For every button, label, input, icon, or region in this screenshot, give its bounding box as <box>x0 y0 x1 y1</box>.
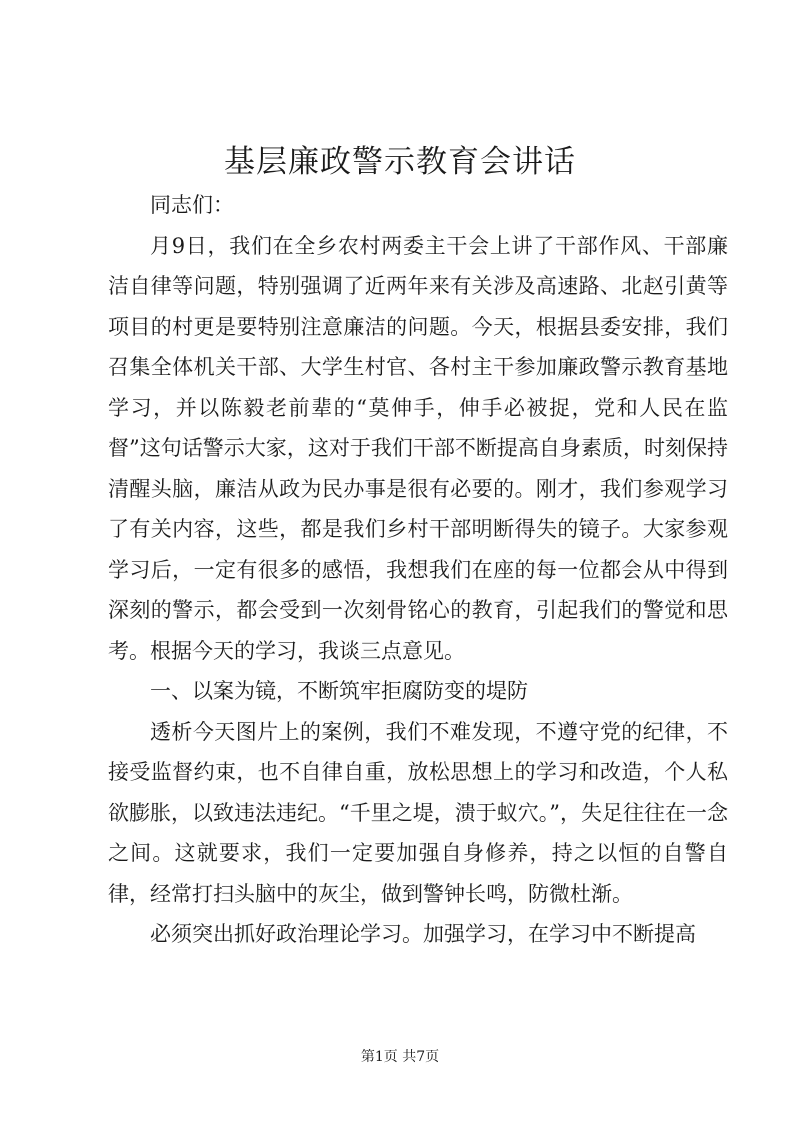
document-title: 基层廉政警示教育会讲话 <box>224 144 576 180</box>
section-heading-1: 一、以案为镜，不断筑牢拒腐防变的堤防 <box>150 679 528 703</box>
greeting: 同志们： <box>150 193 234 217</box>
paragraph-study: 必须突出抓好政治理论学习。加强学习，在学习中不断提高 <box>150 922 696 946</box>
page-number-footer: 第1页 共7页 <box>360 1049 440 1065</box>
document-body <box>108 185 728 955</box>
paragraph-intro: 月9日，我们在全乡农村两委主干会上讲了干部作风、干部廉洁自律等问题，特别强调了近两年来有关涉及高速路、北赵引黄等项目的村更是要特别注意廉洁的问题。今天，根据县委安排，我们召集全体机关干部、大学生村官、各村主干参加廉政警示教育基地学习，并以陈毅老前辈的“莫伸手，伸手必被捉，党和人民在监督”这句话警示大家，这对于我们干部不断提高自身素质，时刻保持清醒头脑，廉洁从政为民办事是很有必要的。刚才，我们参观学习了有关内容，这些，都是我们乡村干部明断得失的镜子。大家参观学习后，一定有很多的感悟，我想我们在座的每一位都会从中得到深刻的警示，都会受到一次刻骨铭心的教育，引起我们的警觉和思考。根据今天的学习，我谈三点意见。 <box>108 233 728 663</box>
paragraph-case-analysis: 透析今天图片上的案例，我们不难发现，不遵守党的纪律，不接受监督约束，也不自律自重，放松思想上的学习和改造，个人私欲膨胀，以致违法违纪。“千里之堤，溃于蚁穴。”，失足往往在一念之间。这就要求，我们一定要加强自身修养，持之以恒的自警自律，经常打扫头脑中的灰尘，做到警钟长鸣，防微杜渐。 <box>108 719 728 906</box>
